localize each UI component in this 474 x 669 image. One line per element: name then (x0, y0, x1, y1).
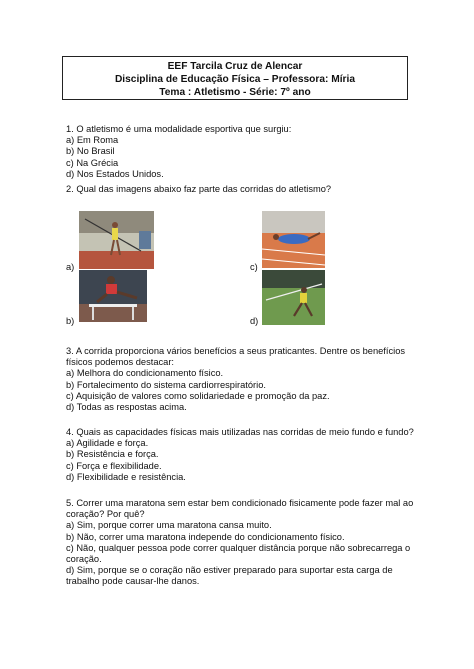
discipline-line: Disciplina de Educação Física – Professora: Míria (114, 74, 356, 85)
q3-option-d: d) Todas as respostas acima. (66, 402, 187, 413)
q3-option-c: c) Aquisição de valores como solidariedade e promoção da paz. (66, 390, 330, 401)
photo-d-javelin (262, 270, 325, 325)
question-4 (66, 427, 416, 483)
q5-option-c: c) Não, qualquer pessoa pode correr qualquer distância porque não sobrecarrega o (66, 542, 411, 553)
q4-option-b: b) Resistência e força. (66, 449, 159, 460)
q4-option-a: a) Agilidade e força. (66, 438, 149, 449)
q1-option-d: d) Nos Estados Unidos. (66, 168, 164, 179)
q4-option-c: c) Força e flexibilidade. (66, 460, 162, 471)
school-name: EEF Tarcila Cruz de Alencar (167, 61, 303, 72)
question-5 (66, 498, 416, 588)
label-a: a) (66, 262, 75, 272)
q3-option-a: a) Melhora do condicionamento físico. (66, 368, 224, 379)
label-c: c) (250, 262, 258, 272)
label-b: b) (66, 316, 75, 326)
question-3-line-1: 3. A corrida proporciona vários benefícios a seus praticantes. Dentre os benefícios (66, 346, 406, 356)
theme-line: Tema : Atletismo - Série: 7º ano (159, 87, 311, 98)
q3-option-b: b) Fortalecimento do sistema cardiorrespiratório. (66, 379, 266, 390)
question-3-line-2: físicos podemos destacar: (66, 357, 174, 368)
header-box (62, 56, 408, 100)
question-5-line-2: coração? Por quê? (66, 509, 145, 520)
question-3 (66, 346, 416, 413)
question-1 (66, 124, 416, 180)
question-2 (66, 184, 416, 195)
question-4-text: 4. Quais as capacidades físicas mais utilizadas nas corridas de meio fundo e fundo? (66, 427, 414, 437)
q4-option-d: d) Flexibilidade e resistência. (66, 471, 186, 482)
q5-option-c-cont: coração. (66, 554, 102, 565)
q5-option-d-cont: trabalho pode causar-lhe danos. (66, 576, 200, 587)
q5-option-d: d) Sim, porque se o coração não estiver preparado para suportar esta carga de (66, 565, 393, 576)
q5-option-a: a) Sim, porque correr uma maratona cansa muito. (66, 520, 272, 531)
question-5-line-1: 5. Correr uma maratona sem estar bem condicionado fisicamente pode fazer mal ao (66, 498, 414, 508)
photo-c-dive (262, 211, 325, 268)
q1-option-c: c) Na Grécia (66, 157, 119, 168)
photo-b-hurdle (79, 270, 147, 322)
photo-a-pole-vault (79, 211, 154, 269)
q1-option-b: b) No Brasil (66, 146, 115, 157)
question-2-text: 2. Qual das imagens abaixo faz parte das corridas do atletismo? (66, 184, 332, 194)
q5-option-b: b) Não, correr uma maratona independe do condicionamento físico. (66, 531, 345, 542)
q1-option-a: a) Em Roma (66, 135, 119, 146)
label-d: d) (250, 316, 259, 326)
question-1-text: 1. O atletismo é uma modalidade esportiva que surgiu: (66, 124, 292, 134)
